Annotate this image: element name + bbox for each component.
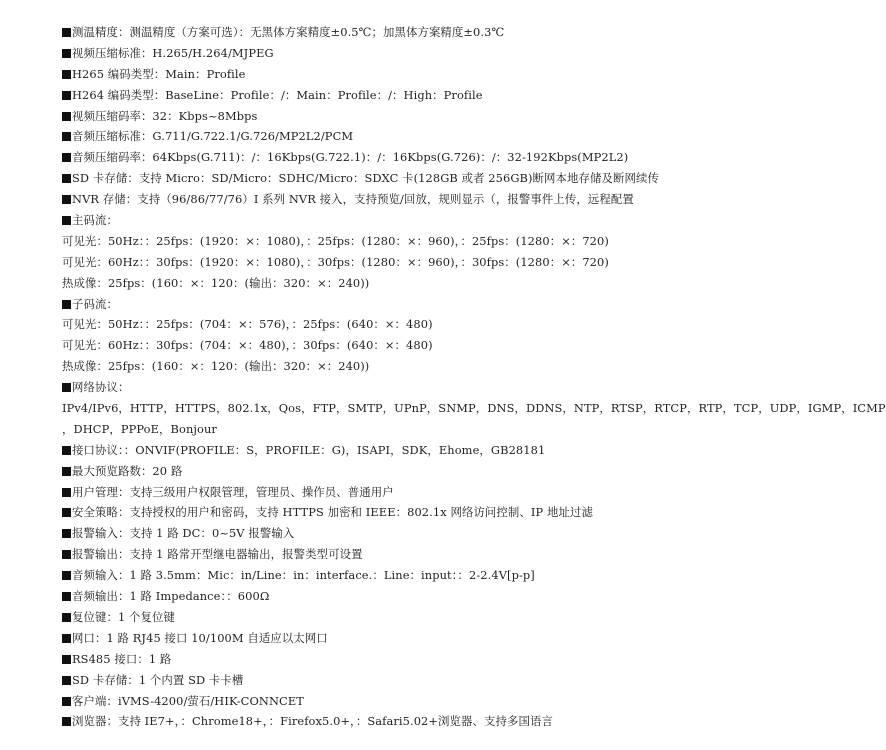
spec-text: SD 卡存储：1 个内置 SD 卡卡槽 xyxy=(72,672,244,687)
spec-text: 音频输出：1 路 Impedance：：600Ω xyxy=(72,589,270,604)
bullet-square-icon xyxy=(62,488,71,497)
bullet-square-icon xyxy=(62,467,71,476)
spec-text: IPv4/IPv6，HTTP，HTTPS，802.1x，Qos，FTP，SMTP，UPnP，SNMP，DNS，DDNS，NTP，RTSP，RTCP，RTP，TCP，UDP，IGMP，ICMP xyxy=(62,401,886,416)
spec-item xyxy=(62,565,746,586)
bullet-square-icon xyxy=(62,132,71,141)
spec-text: ，DHCP，PPPoE，Bonjour xyxy=(62,421,217,436)
bullet-square-icon xyxy=(62,91,71,100)
spec-text: 测温精度：测温精度（方案可选）：无黑体方案精度±0.5℃；加黑体方案精度±0.3℃ xyxy=(72,25,505,39)
spec-text: 复位键：1 个复位键 xyxy=(72,609,175,624)
spec-item xyxy=(62,210,746,231)
bullet-square-icon xyxy=(62,174,71,183)
spec-text: 音频压缩码率：64Kbps(G.711)：/：16Kbps(G.722.1)：/：16Kbps(G.726)：/：32-192Kbps(MP2L2) xyxy=(72,150,629,165)
spec-item xyxy=(62,670,746,691)
spec-item xyxy=(62,147,746,168)
spec-text: 主码流： xyxy=(72,213,118,228)
bullet-square-icon xyxy=(62,613,71,622)
spec-document xyxy=(62,22,886,732)
spec-item xyxy=(62,691,746,712)
spec-item xyxy=(62,168,746,189)
bullet-square-icon xyxy=(62,717,71,726)
spec-text: 音频压缩标准：G.711/G.722.1/G.726/MP2L2/PCM xyxy=(72,129,354,144)
spec-text: 可见光：50Hz：：25fps：(704：×：576)，：25fps：(640：×：480) xyxy=(62,317,433,332)
spec-item xyxy=(62,22,746,43)
spec-text: 视频压缩标准：H.265/H.264/MJPEG xyxy=(72,45,274,60)
spec-text: 用户管理：支持三级用户权限管理，管理员、操作员、普通用户 xyxy=(72,484,394,499)
spec-text: 浏览器：支持 IE7+，：Chrome18+，：Firefox5.0+，：Safari5.02+浏览器、支持多国语言 xyxy=(72,714,553,729)
bullet-square-icon xyxy=(62,70,71,79)
spec-text: 音频输入：1 路 3.5mm：Mic：in/Line：in：interface.：Line：input：：2-2.4V[p-p] xyxy=(72,568,535,583)
spec-text: 热成像：25fps：(160：×：120：(输出：320：×：240)) xyxy=(62,275,370,290)
bullet-square-icon xyxy=(62,676,71,685)
spec-item xyxy=(62,711,746,732)
spec-item xyxy=(62,628,746,649)
bullet-square-icon xyxy=(62,153,71,162)
spec-text: H264 编码类型：BaseLine：Profile：/：Main：Profile：/：High：Profile xyxy=(72,87,483,102)
spec-text: H265 编码类型：Main：Profile xyxy=(72,66,246,81)
bullet-square-icon xyxy=(62,634,71,643)
spec-text: NVR 存储：支持（96/86/77/76）I 系列 NVR 接入，支持预览/回放，规则显示（，报警事件上传，远程配置 xyxy=(72,192,634,207)
bullet-square-icon xyxy=(62,697,71,706)
spec-item xyxy=(62,461,746,482)
bullet-square-icon xyxy=(62,383,71,392)
bullet-square-icon xyxy=(62,112,71,121)
spec-text: 可见光：60Hz：：30fps：(704：×：480)，：30fps：(640：×：480) xyxy=(62,338,433,353)
spec-text: 子码流： xyxy=(72,296,118,311)
spec-item xyxy=(62,482,746,503)
spec-item xyxy=(62,377,746,398)
spec-text: 报警输入：支持 1 路 DC：0~5V 报警输入 xyxy=(72,526,295,541)
spec-item xyxy=(62,189,746,210)
spec-text: 视频压缩码率：32：Kbps~8Mbps xyxy=(72,108,258,123)
spec-text: 报警输出：支持 1 路常开型继电器输出，报警类型可设置 xyxy=(72,547,363,562)
bullet-square-icon xyxy=(62,529,71,538)
spec-text: 安全策略：支持授权的用户和密码，支持 HTTPS 加密和 IEEE：802.1x 网络访问控制、IP 地址过滤 xyxy=(72,505,593,520)
spec-subline xyxy=(62,273,746,294)
spec-subline xyxy=(62,252,746,273)
spec-text: SD 卡存储：支持 Micro：SD/Micro：SDHC/Micro：SDXC 卡(128GB 或者 256GB)断网本地存储及断网续传 xyxy=(72,171,659,186)
spec-text: 最大预览路数：20 路 xyxy=(72,463,183,478)
spec-item xyxy=(62,649,746,670)
spec-subline xyxy=(62,419,746,440)
spec-text: 可见光：50Hz：：25fps：(1920：×：1080)，：25fps：(1280：×：960)，：25fps：(1280：×：720) xyxy=(62,233,609,248)
bullet-square-icon xyxy=(62,655,71,664)
spec-subline xyxy=(62,356,746,377)
spec-subline xyxy=(62,398,886,419)
bullet-square-icon xyxy=(62,300,71,309)
bullet-square-icon xyxy=(62,550,71,559)
bullet-square-icon xyxy=(62,446,71,455)
bullet-square-icon xyxy=(62,571,71,580)
bullet-square-icon xyxy=(62,49,71,58)
spec-item xyxy=(62,523,746,544)
spec-item xyxy=(62,440,746,461)
spec-text: 客户端：iVMS-4200/萤石/HIK-CONNCET xyxy=(72,693,304,708)
bullet-square-icon xyxy=(62,216,71,225)
spec-item xyxy=(62,502,746,523)
spec-text: 可见光：60Hz：：30fps：(1920：×：1080)，：30fps：(1280：×：960)，：30fps：(1280：×：720) xyxy=(62,254,609,269)
spec-item xyxy=(62,126,746,147)
bullet-square-icon xyxy=(62,28,71,37)
spec-text: 网口：1 路 RJ45 接口 10/100M 自适应以太网口 xyxy=(72,630,328,645)
spec-item xyxy=(62,586,746,607)
spec-subline xyxy=(62,231,746,252)
spec-item xyxy=(62,106,746,127)
spec-subline xyxy=(62,335,746,356)
bullet-square-icon xyxy=(62,508,71,517)
spec-text: 网络协议： xyxy=(72,380,130,395)
spec-item xyxy=(62,544,746,565)
spec-subline xyxy=(62,314,746,335)
spec-text: RS485 接口：1 路 xyxy=(72,651,172,666)
spec-item xyxy=(62,64,746,85)
bullet-square-icon xyxy=(62,592,71,601)
bullet-square-icon xyxy=(62,195,71,204)
spec-item xyxy=(62,85,746,106)
spec-text: 热成像：25fps：(160：×：120：(输出：320：×：240)) xyxy=(62,359,370,374)
spec-item xyxy=(62,607,746,628)
spec-item xyxy=(62,294,746,315)
spec-item xyxy=(62,43,746,64)
spec-text: 接口协议：：ONVIF(PROFILE：S，PROFILE：G)，ISAPI，SDK，Ehome，GB28181 xyxy=(72,442,546,457)
